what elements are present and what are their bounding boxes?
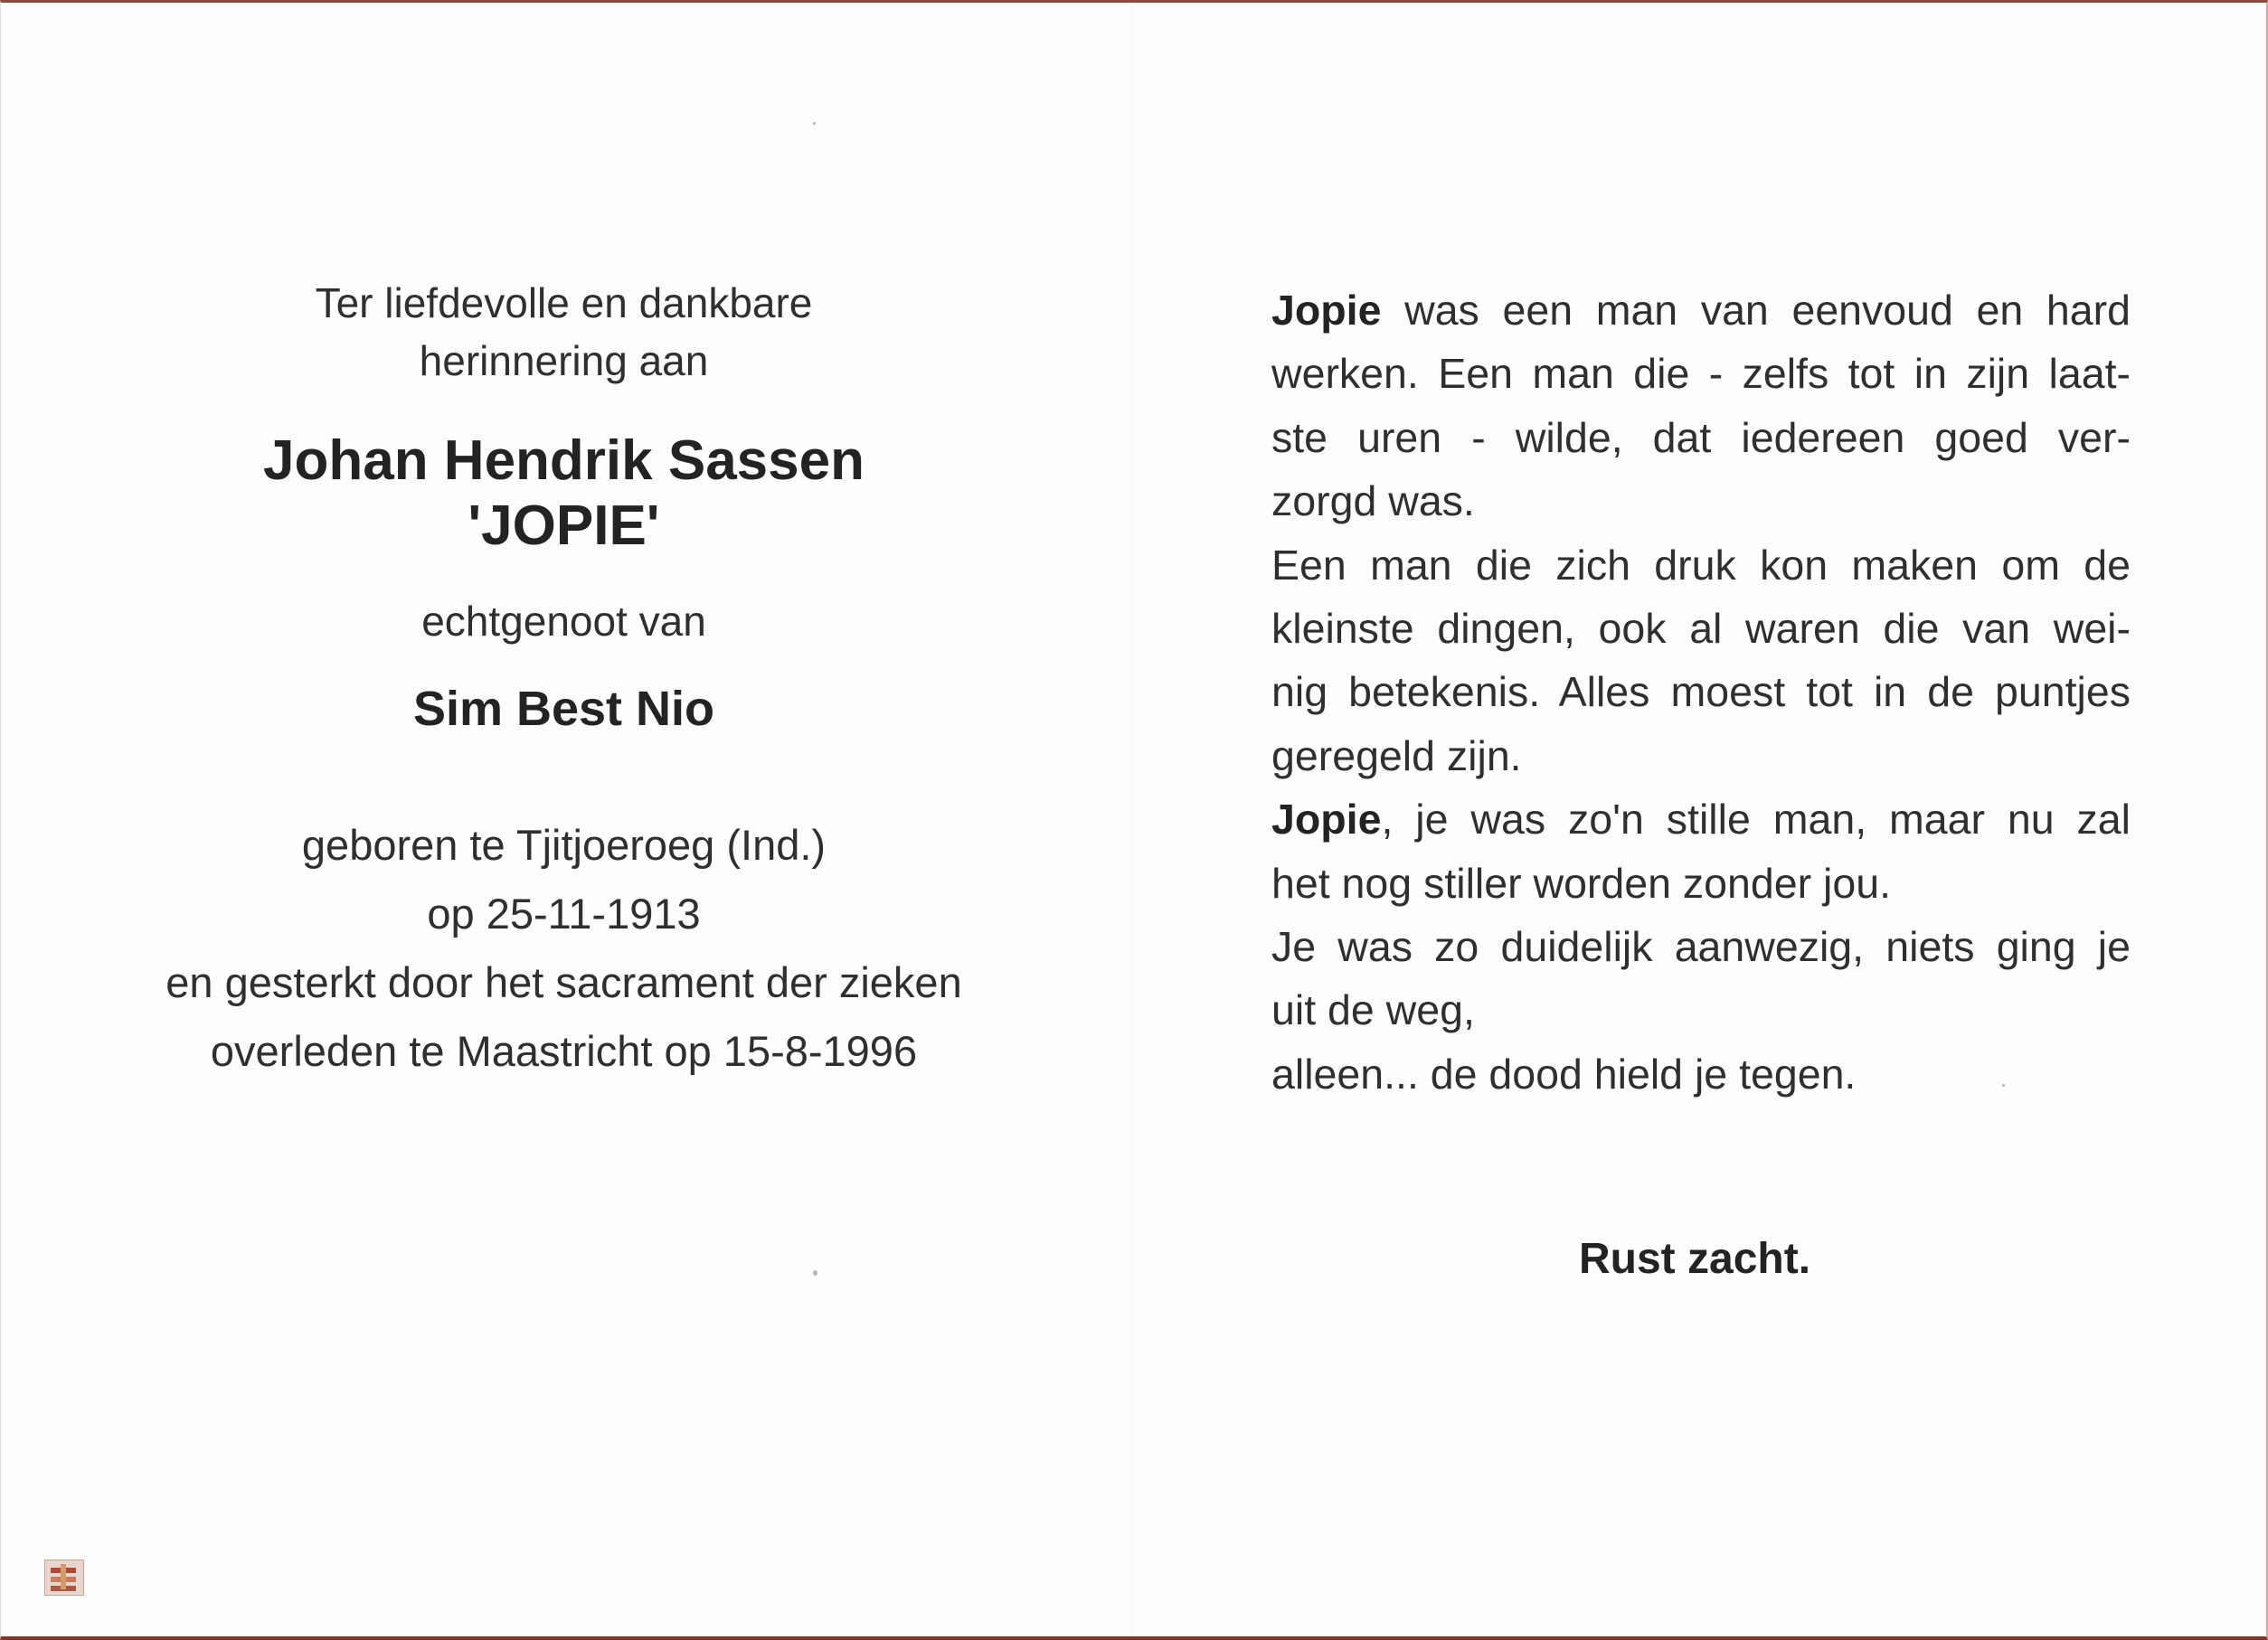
- poem-line-text: was een man van eenvoud en hard: [1381, 287, 2131, 334]
- poem-line: het nog stiller worden zonder jou.: [1271, 859, 1891, 907]
- closing-text: Rust zacht.: [1579, 1235, 1811, 1283]
- paper-speck: [813, 1270, 817, 1276]
- poem-line: geregeld zijn.: [1271, 731, 1522, 779]
- deceased-name: Johan Hendrik Sassen: [262, 429, 865, 492]
- poem-line: werken. Een man die - zelfs tot in zijn laat-: [1271, 350, 2131, 398]
- relation-label: echtgenoot van: [421, 598, 706, 645]
- paper-speck: [813, 122, 816, 125]
- sacrament-line: en gesterkt door het sacrament der zieken: [165, 958, 962, 1006]
- poem-line: ste uren - wilde, dat iedereen goed ver-: [1271, 413, 2131, 461]
- poem-line: uit de weg,: [1271, 986, 1475, 1034]
- poem-line: [1271, 787, 2131, 851]
- poem-line: Een man die zich druk kon maken om de: [1271, 541, 2131, 589]
- center-fold: [1131, 3, 1133, 1640]
- spouse-name: Sim Best Nio: [412, 682, 715, 736]
- poem-line: kleinste dingen, ook al waren die van wei-: [1271, 605, 2131, 653]
- poem-name-bold: Jopie: [1271, 796, 1382, 844]
- archive-seal-icon: [44, 1560, 84, 1596]
- poem-line: Je was zo duidelijk aanwezig, niets ging je: [1271, 923, 2131, 971]
- death-line: overleden te Maastricht op 15-8-1996: [210, 1027, 918, 1075]
- poem-line: alleen... de dood hield je tegen.: [1271, 1050, 1857, 1098]
- deceased-nickname: 'JOPIE': [468, 495, 660, 557]
- birth-date: op 25-11-1913: [427, 890, 701, 938]
- poem-line-text: , je was zo'n stille man, maar nu zal: [1381, 796, 2131, 844]
- poem-line: [1271, 278, 2131, 342]
- poem-line: zorgd was.: [1271, 477, 1475, 525]
- left-panel: [55, 274, 1073, 1086]
- intro-line-2: herinnering aan: [419, 337, 709, 384]
- intro-line-1: Ter liefdevolle en dankbare: [315, 279, 813, 326]
- poem-line: nig betekenis. Alles moest tot in de puntjes: [1271, 668, 2131, 716]
- poem-name-bold: Jopie: [1271, 287, 1382, 334]
- birth-place: geboren te Tjitjoeroeg (Ind.): [301, 821, 827, 869]
- right-panel: [1271, 278, 2131, 1106]
